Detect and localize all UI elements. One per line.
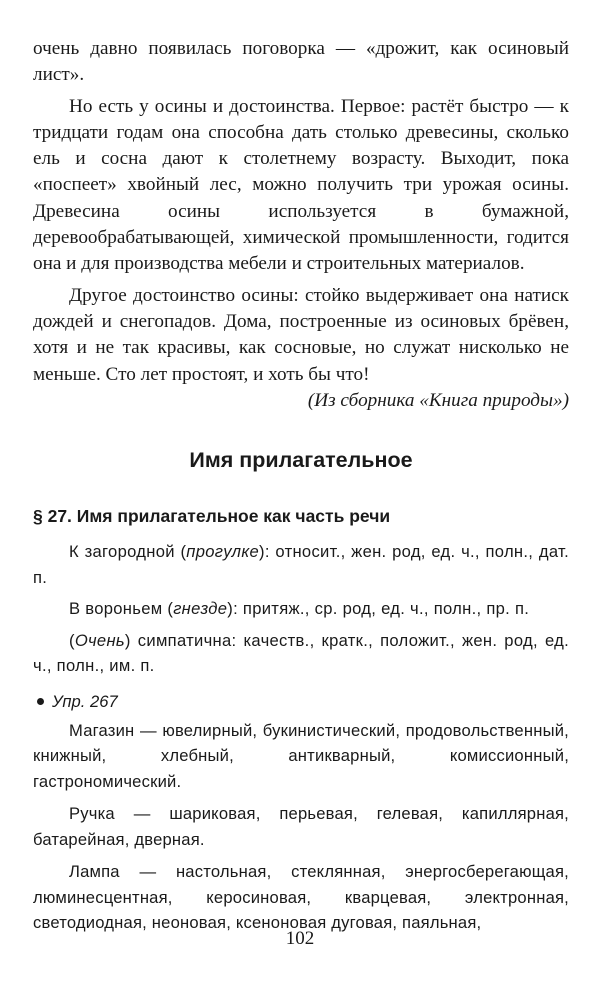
source-citation: (Из сборника «Книга природы») [307,389,569,411]
exercise-answers [33,718,569,936]
analysis-list [33,539,569,679]
text-paragraph-2: Но есть у осины и достоинства. Первое: растёт быстро — к тридцати годам она способна дать столько древесины, сколько ель и сосна дают к столетнему возрасту. Выходит, пока «поспеет» хвойный лес, можно получить три урожая осины. Древесина осины используется в бумажной, деревообрабатывающей, химической промышленности, годится она и для производства мебели и строительных материалов. [33,95,569,275]
exercise-label [33,689,569,714]
answer-item: Ручка — шариковая, перьевая, гелевая, капиллярная, батарейная, дверная. [33,804,569,849]
text-paragraph-1: очень давно появилась поговорка — «дрожит, как осиновый лист». [33,38,569,86]
page-number: 102 [285,928,315,949]
analysis-item [33,596,569,622]
analysis-lead: В вороньем ( [69,599,174,619]
text-paragraph-3: Другое достоинство осины: стойко выдерживает она натиск дождей и снегопадов. Дома, построенные из осиновых брёвен, хотя и не так красивы, как сосновые, но служат нисколько не меньше. Сто лет простоят, и хоть бы что! [33,284,569,385]
analysis-item [33,628,569,679]
analysis-rest: ): относит., жен. род, ед. ч., полн., дат. п. [33,542,569,587]
analysis-word: Очень [74,630,125,650]
bullet-icon [37,698,44,705]
analysis-rest: ) симпатична: качеств., кратк., положит., жен. род, ед. ч., полн., им. п. [33,630,569,676]
section-title: Имя прилагательное [189,448,413,473]
page-content [33,36,569,936]
analysis-rest: ): притяж., ср. род, ед. ч., полн., пр. п. [227,599,530,619]
analysis-word: прогулке [186,542,260,562]
paragraph-heading: § 27. Имя прилагательное как часть речи [33,506,391,527]
exercise-number: Упр. 267 [52,691,118,711]
analysis-lead: К загородной ( [69,542,187,562]
analysis-lead: ( [69,630,75,650]
answer-item: Лампа — настольная, стеклянная, энергосберегающая, люминесцентная, керосиновая, кварцевая, электронная, светодиодная, неоновая, ксеноновая дуговая, паяльная, [33,862,569,933]
answer-item: Магазин — ювелирный, букинистический, продовольственный, книжный, хлебный, антикварный, комиссионный, гастрономический. [33,720,569,791]
analysis-word: гнезде [173,599,228,619]
analysis-item [33,539,569,590]
